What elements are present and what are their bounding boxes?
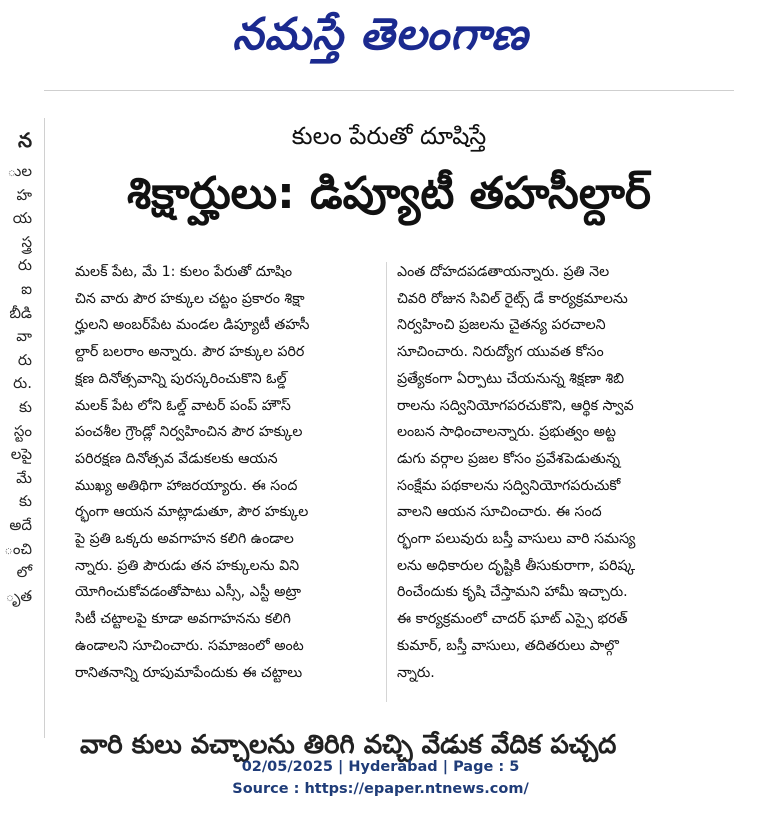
body-line: ఉండాలని సూచించారు. సమాజంలో అంట [75,637,304,654]
body-line: పై ప్రతి ఒక్కరు అవగాహన కలిగి ఉండాల [75,531,294,548]
body-line: ల్దార్ బలరాం అన్నారు. పౌర హక్కుల పరిర [75,344,305,361]
adjacent-column-line: వా [16,327,32,346]
body-line: న్నారు. ప్రతి పౌరుడు తన హక్కులను విని [75,557,300,574]
body-line: డుగు వర్గాల ప్రజల కోసం ప్రవేశపెడుతున్న [397,450,620,467]
adjacent-column-line: లో [16,563,32,582]
adjacent-column-line: లపై [10,445,32,464]
body-line: నిర్వహించి ప్రజలను చైతన్య పరచాలని [397,317,606,334]
adjacent-column-line: రు [17,256,32,275]
body-line: ఈ కార్యక్రమంలో చాదర్ ఘాట్ ఎస్సై భరత్ [397,611,628,628]
adjacent-column-line: ుల [7,162,32,180]
source-link[interactable]: Source : https://epaper.ntnews.com/ [232,781,529,797]
body-line: రించేందుకు కృషి చేస్తామని హామీ ఇచ్చారు. [397,584,628,601]
next-article-headline-fragment [80,728,700,760]
adjacent-column-line: కు [18,492,32,511]
body-line: కుమార్, బస్తీ వాసులు, తదితరులు పాల్గొ [397,637,619,654]
masthead-divider [44,90,734,91]
body-line: వాలని ఆయన సూచించారు. ఈ సంద [397,504,602,521]
body-line: న్నారు. [397,664,435,681]
article-body-column-2 [397,259,697,686]
adjacent-column-line: య [12,209,32,228]
adjacent-column-heading: న [17,128,32,152]
body-line: చివరి రోజున సివిల్ రైట్స్ డే కార్యక్రమాలను [397,290,628,307]
body-line: ర్భంగా ఆయన మాట్లాడుతూ, పౌర హక్కుల [75,504,309,521]
adjacent-column-line: అదే [9,515,32,534]
body-line: సిటీ చట్టాలపై కూడా అవగాహనను కలిగి [75,611,291,628]
body-line: లంబన సాధించాలన్నారు. ప్రభుత్వం అట్ట [397,424,616,441]
newspaper-title: నమస్తే తెలంగాణ [232,9,529,60]
adjacent-column-line: ఐ [21,279,32,298]
adjacent-column-line: బీడి [9,303,32,322]
adjacent-column-line: ంచి [4,539,32,558]
body-line: సూచించారు. నిరుద్యోగ యువత కోసం [397,344,604,361]
adjacent-column-line: రు. [13,374,32,393]
adjacent-column-line: కు [18,397,32,416]
body-line: రానితనాన్ని రూపుమాపేందుకు ఈ చట్టాలు [75,664,303,681]
body-line: పంచశీల గ్రౌండ్లో నిర్వహించిన పౌర హక్కుల [75,424,303,441]
page-footer [0,756,761,800]
body-line: క్షణ దినోత్సవాన్ని పురస్కరించుకొని ఓల్డ్ [75,370,287,387]
adjacent-column-line: రు [17,350,32,369]
adjacent-column-line: ృత [5,586,32,605]
body-line: రాలను సద్వినియోగపరచుకొని, ఆర్థిక స్వావ [397,397,634,414]
body-line: యోగించుకోవడంతోపాటు ఎస్సీ, ఎస్టీ అట్రా [75,584,302,601]
adjacent-column-line: మే [16,468,32,487]
adjacent-column-line: స్త్ర [21,232,32,251]
body-line: మలక్ పేట, మే 1: కులం పేరుతో దూషిం [75,264,293,280]
body-line: ఎంత దోహదపడతాయన్నారు. ప్రతి నెల [397,264,610,280]
body-line: పరిరక్షణ దినోత్సవ వేడుకలకు ఆయన [75,450,278,467]
adjacent-column-line: స్టం [13,421,32,440]
adjacent-column-line: హ [16,185,32,204]
body-line: మలక్ పేట లోని ఓల్డ్ వాటర్ పంప్ హౌస్ [75,397,291,414]
body-line: చిన వారు పౌర హక్కుల చట్టం ప్రకారం శిక్షా [75,290,305,307]
next-headline-text: వారి కులు వచ్చాలను తిరిగి వచ్చి వేడుక వేదిక పచ్చద [80,730,617,760]
body-line: ర్హులని అంబర్‌పేట మండల డిప్యూటీ తహసీ [75,317,310,334]
edition-info: 02/05/2025 | Hyderabad | Page : 5 [241,759,520,775]
body-line: ప్రత్యేకంగా ఏర్పాటు చేయనున్న శిక్షణా శిబి [397,370,625,387]
masthead [0,0,761,80]
adjacent-column-fragment [0,120,32,740]
column-divider-middle [386,262,387,702]
body-line: ర్భంగా పలువురు బస్తీ వాసులు వారి సమస్య [397,531,636,548]
body-line: ముఖ్య అతిథిగా హాజరయ్యారు. ఈ సంద [75,477,298,494]
body-line: సంక్షేమ పథకాలను సద్వినియోగపరుచుకో [397,477,621,494]
body-line: లను అధికారుల దృష్టికి తీసుకురాగా, పరిష్క [397,557,636,574]
article-body-column-1 [75,259,375,686]
article-headline: శిక్షార్హులు: డిప్యూటీ తహసీల్దార్ [127,168,651,219]
article-kicker: కులం పేరుతో దూషిస్తే [291,122,487,150]
